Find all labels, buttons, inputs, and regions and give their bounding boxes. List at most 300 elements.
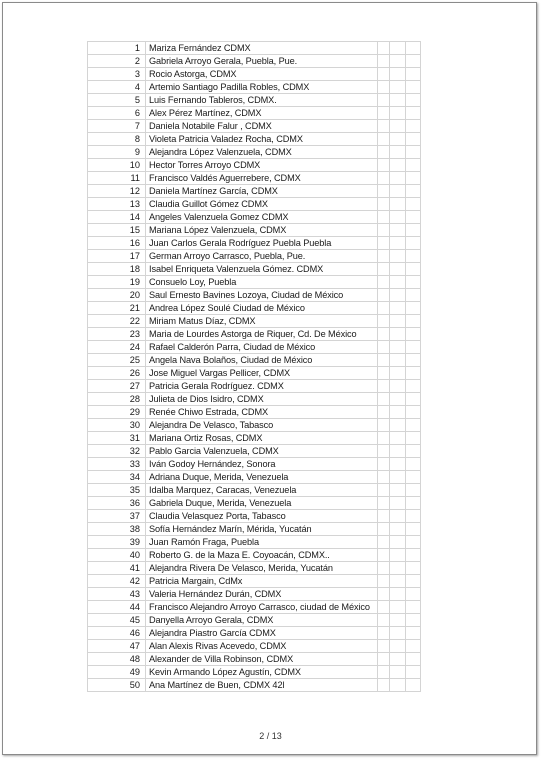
empty-cell: [378, 315, 390, 328]
table-row: [88, 445, 421, 458]
empty-cell: [378, 640, 390, 653]
empty-cell: [406, 549, 421, 562]
empty-cell: [390, 172, 406, 185]
row-number: 48: [88, 653, 146, 666]
empty-cell: [390, 536, 406, 549]
row-number: 15: [88, 224, 146, 237]
table-row: [88, 640, 421, 653]
empty-cell: [378, 549, 390, 562]
table-row: [88, 562, 421, 575]
empty-cell: [378, 107, 390, 120]
signer-name-location: Gabriela Arroyo Gerala, Puebla, Pue.: [146, 55, 378, 68]
table-row: [88, 367, 421, 380]
table-row: [88, 458, 421, 471]
empty-cell: [378, 588, 390, 601]
table-row: [88, 549, 421, 562]
empty-cell: [378, 458, 390, 471]
row-number: 20: [88, 289, 146, 302]
empty-cell: [378, 328, 390, 341]
empty-cell: [378, 211, 390, 224]
empty-cell: [406, 679, 421, 692]
empty-cell: [406, 419, 421, 432]
table-row: [88, 601, 421, 614]
empty-cell: [390, 575, 406, 588]
empty-cell: [406, 367, 421, 380]
signer-name-location: Daniela Martínez García, CDMX: [146, 185, 378, 198]
signer-name-location: Rafael Calderón Parra, Ciudad de México: [146, 341, 378, 354]
signer-name-location: Saul Ernesto Bavines Lozoya, Ciudad de México: [146, 289, 378, 302]
empty-cell: [378, 237, 390, 250]
signer-name-location: Danyella Arroyo Gerala, CDMX: [146, 614, 378, 627]
table-row: [88, 68, 421, 81]
table-row: [88, 185, 421, 198]
empty-cell: [390, 380, 406, 393]
empty-cell: [406, 627, 421, 640]
table-row: [88, 627, 421, 640]
signer-name-location: Mariana Ortiz Rosas, CDMX: [146, 432, 378, 445]
signer-name-location: German Arroyo Carrasco, Puebla, Pue.: [146, 250, 378, 263]
table-row: [88, 588, 421, 601]
signer-name-location: Alexander de Villa Robinson, CDMX: [146, 653, 378, 666]
table-row: [88, 341, 421, 354]
row-number: 46: [88, 627, 146, 640]
empty-cell: [406, 575, 421, 588]
table-row: [88, 120, 421, 133]
table-row: [88, 42, 421, 55]
table-row: [88, 94, 421, 107]
empty-cell: [378, 471, 390, 484]
table-row: [88, 653, 421, 666]
signer-name-location: Andrea López Soulé Ciudad de México: [146, 302, 378, 315]
empty-cell: [406, 471, 421, 484]
signature-list-table: [87, 41, 421, 692]
empty-cell: [378, 263, 390, 276]
row-number: 11: [88, 172, 146, 185]
empty-cell: [406, 289, 421, 302]
table-row: [88, 55, 421, 68]
signer-name-location: Daniela Notabile Falur , CDMX: [146, 120, 378, 133]
empty-cell: [406, 536, 421, 549]
table-row: [88, 471, 421, 484]
empty-cell: [406, 588, 421, 601]
empty-cell: [390, 55, 406, 68]
table-row: [88, 250, 421, 263]
empty-cell: [378, 601, 390, 614]
row-number: 4: [88, 81, 146, 94]
empty-cell: [390, 198, 406, 211]
signer-name-location: Claudia Velasquez Porta, Tabasco: [146, 510, 378, 523]
table-row: [88, 146, 421, 159]
empty-cell: [378, 55, 390, 68]
signer-name-location: Violeta Patricia Valadez Rocha, CDMX: [146, 133, 378, 146]
empty-cell: [390, 549, 406, 562]
empty-cell: [406, 211, 421, 224]
table-row: [88, 393, 421, 406]
table-row: [88, 419, 421, 432]
table-row: [88, 263, 421, 276]
empty-cell: [390, 471, 406, 484]
row-number: 16: [88, 237, 146, 250]
table-row: [88, 224, 421, 237]
table-row: [88, 523, 421, 536]
row-number: 45: [88, 614, 146, 627]
signer-name-location: Alejandra De Velasco, Tabasco: [146, 419, 378, 432]
empty-cell: [406, 380, 421, 393]
row-number: 8: [88, 133, 146, 146]
row-number: 41: [88, 562, 146, 575]
table-row: [88, 107, 421, 120]
empty-cell: [406, 510, 421, 523]
empty-cell: [378, 679, 390, 692]
row-number: 43: [88, 588, 146, 601]
empty-cell: [378, 653, 390, 666]
empty-cell: [406, 341, 421, 354]
table-row: [88, 484, 421, 497]
empty-cell: [378, 185, 390, 198]
empty-cell: [390, 289, 406, 302]
empty-cell: [406, 653, 421, 666]
signer-name-location: Juan Carlos Gerala Rodríguez Puebla Puebla: [146, 237, 378, 250]
empty-cell: [378, 432, 390, 445]
empty-cell: [406, 159, 421, 172]
empty-cell: [390, 354, 406, 367]
empty-cell: [406, 406, 421, 419]
signer-name-location: Alex Pérez Martínez, CDMX: [146, 107, 378, 120]
signer-name-location: Francisco Valdés Aguerrebere, CDMX: [146, 172, 378, 185]
empty-cell: [390, 406, 406, 419]
empty-cell: [378, 42, 390, 55]
row-number: 9: [88, 146, 146, 159]
table-row: [88, 328, 421, 341]
empty-cell: [406, 315, 421, 328]
empty-cell: [390, 458, 406, 471]
table-row: [88, 211, 421, 224]
row-number: 22: [88, 315, 146, 328]
empty-cell: [390, 94, 406, 107]
row-number: 39: [88, 536, 146, 549]
empty-cell: [406, 94, 421, 107]
empty-cell: [390, 146, 406, 159]
empty-cell: [406, 640, 421, 653]
empty-cell: [406, 445, 421, 458]
empty-cell: [390, 263, 406, 276]
row-number: 26: [88, 367, 146, 380]
empty-cell: [406, 42, 421, 55]
row-number: 21: [88, 302, 146, 315]
empty-cell: [406, 601, 421, 614]
empty-cell: [406, 354, 421, 367]
signer-name-location: Jose Miguel Vargas Pellicer, CDMX: [146, 367, 378, 380]
empty-cell: [390, 224, 406, 237]
row-number: 6: [88, 107, 146, 120]
empty-cell: [390, 237, 406, 250]
empty-cell: [390, 276, 406, 289]
table-row: [88, 81, 421, 94]
empty-cell: [378, 523, 390, 536]
signer-name-location: Angela Nava Bolaños, Ciudad de México: [146, 354, 378, 367]
empty-cell: [390, 588, 406, 601]
empty-cell: [406, 198, 421, 211]
empty-cell: [406, 68, 421, 81]
table-body: [88, 42, 421, 692]
row-number: 3: [88, 68, 146, 81]
row-number: 25: [88, 354, 146, 367]
signer-name-location: Ana Martínez de Buen, CDMX 42l: [146, 679, 378, 692]
empty-cell: [390, 679, 406, 692]
signer-name-location: Roberto G. de la Maza E. Coyoacán, CDMX..: [146, 549, 378, 562]
empty-cell: [406, 458, 421, 471]
table-row: [88, 679, 421, 692]
empty-cell: [406, 562, 421, 575]
signer-name-location: Consuelo Loy, Puebla: [146, 276, 378, 289]
empty-cell: [406, 666, 421, 679]
row-number: 32: [88, 445, 146, 458]
row-number: 5: [88, 94, 146, 107]
row-number: 13: [88, 198, 146, 211]
signer-name-location: Alan Alexis Rivas Acevedo, CDMX: [146, 640, 378, 653]
empty-cell: [378, 575, 390, 588]
signer-name-location: Miriam Matus Díaz, CDMX: [146, 315, 378, 328]
signer-name-location: Julieta de Dios Isidro, CDMX: [146, 393, 378, 406]
signer-name-location: Patricia Gerala Rodríguez. CDMX: [146, 380, 378, 393]
empty-cell: [378, 445, 390, 458]
table-row: [88, 315, 421, 328]
empty-cell: [390, 185, 406, 198]
signer-name-location: Luis Fernando Tableros, CDMX.: [146, 94, 378, 107]
empty-cell: [406, 484, 421, 497]
signer-name-location: Mariana López Valenzuela, CDMX: [146, 224, 378, 237]
table-row: [88, 198, 421, 211]
empty-cell: [390, 367, 406, 380]
signer-name-location: Francisco Alejandro Arroyo Carrasco, ciudad de México: [146, 601, 378, 614]
signer-name-location: Claudia Guillot Gómez CDMX: [146, 198, 378, 211]
signer-name-location: Mariza Fernández CDMX: [146, 42, 378, 55]
row-number: 14: [88, 211, 146, 224]
empty-cell: [406, 237, 421, 250]
empty-cell: [406, 497, 421, 510]
row-number: 36: [88, 497, 146, 510]
empty-cell: [390, 640, 406, 653]
table-row: [88, 614, 421, 627]
empty-cell: [378, 367, 390, 380]
signer-name-location: Renée Chiwo Estrada, CDMX: [146, 406, 378, 419]
row-number: 50: [88, 679, 146, 692]
empty-cell: [378, 172, 390, 185]
empty-cell: [406, 55, 421, 68]
empty-cell: [390, 81, 406, 94]
empty-cell: [378, 81, 390, 94]
signer-name-location: Kevin Armando López Agustín, CDMX: [146, 666, 378, 679]
empty-cell: [390, 523, 406, 536]
empty-cell: [390, 341, 406, 354]
empty-cell: [406, 263, 421, 276]
table-row: [88, 666, 421, 679]
empty-cell: [406, 172, 421, 185]
table-row: [88, 497, 421, 510]
table-row: [88, 172, 421, 185]
empty-cell: [406, 393, 421, 406]
row-number: 35: [88, 484, 146, 497]
signer-name-location: Artemio Santiago Padilla Robles, CDMX: [146, 81, 378, 94]
empty-cell: [378, 484, 390, 497]
empty-cell: [378, 289, 390, 302]
signer-name-location: Alejandra Piastro García CDMX: [146, 627, 378, 640]
row-number: 37: [88, 510, 146, 523]
signer-name-location: Angeles Valenzuela Gomez CDMX: [146, 211, 378, 224]
empty-cell: [390, 510, 406, 523]
signer-name-location: Alejandra Rivera De Velasco, Merida, Yucatán: [146, 562, 378, 575]
row-number: 44: [88, 601, 146, 614]
empty-cell: [378, 627, 390, 640]
empty-cell: [378, 302, 390, 315]
empty-cell: [390, 159, 406, 172]
table-row: [88, 380, 421, 393]
empty-cell: [378, 419, 390, 432]
row-number: 30: [88, 419, 146, 432]
empty-cell: [390, 42, 406, 55]
signer-name-location: Pablo Garcia Valenzuela, CDMX: [146, 445, 378, 458]
empty-cell: [378, 510, 390, 523]
empty-cell: [406, 614, 421, 627]
empty-cell: [390, 653, 406, 666]
row-number: 29: [88, 406, 146, 419]
signer-name-location: Alejandra López Valenzuela, CDMX: [146, 146, 378, 159]
empty-cell: [390, 393, 406, 406]
empty-cell: [378, 276, 390, 289]
empty-cell: [378, 250, 390, 263]
row-number: 17: [88, 250, 146, 263]
empty-cell: [406, 302, 421, 315]
row-number: 40: [88, 549, 146, 562]
signer-name-location: Hector Torres Arroyo CDMX: [146, 159, 378, 172]
empty-cell: [390, 419, 406, 432]
empty-cell: [378, 159, 390, 172]
empty-cell: [378, 536, 390, 549]
empty-cell: [406, 432, 421, 445]
empty-cell: [390, 614, 406, 627]
empty-cell: [390, 133, 406, 146]
signer-name-location: Maria de Lourdes Astorga de Riquer, Cd. De México: [146, 328, 378, 341]
signer-name-location: Isabel Enriqueta Valenzuela Gómez. CDMX: [146, 263, 378, 276]
empty-cell: [390, 107, 406, 120]
row-number: 42: [88, 575, 146, 588]
empty-cell: [390, 627, 406, 640]
row-number: 31: [88, 432, 146, 445]
row-number: 2: [88, 55, 146, 68]
empty-cell: [378, 497, 390, 510]
empty-cell: [378, 94, 390, 107]
page-indicator: 2 / 13: [259, 731, 282, 741]
empty-cell: [406, 133, 421, 146]
empty-cell: [390, 211, 406, 224]
empty-cell: [406, 523, 421, 536]
empty-cell: [390, 601, 406, 614]
empty-cell: [378, 380, 390, 393]
empty-cell: [390, 432, 406, 445]
empty-cell: [378, 120, 390, 133]
empty-cell: [378, 224, 390, 237]
empty-cell: [406, 81, 421, 94]
empty-cell: [378, 146, 390, 159]
table-row: [88, 510, 421, 523]
row-number: 19: [88, 276, 146, 289]
row-number: 27: [88, 380, 146, 393]
empty-cell: [390, 562, 406, 575]
table-row: [88, 237, 421, 250]
row-number: 23: [88, 328, 146, 341]
empty-cell: [378, 562, 390, 575]
signer-name-location: Valeria Hernández Durán, CDMX: [146, 588, 378, 601]
signer-name-location: Gabriela Duque, Merida, Venezuela: [146, 497, 378, 510]
empty-cell: [406, 328, 421, 341]
empty-cell: [378, 666, 390, 679]
row-number: 10: [88, 159, 146, 172]
table-row: [88, 289, 421, 302]
signer-name-location: Patricia Margain, CdMx: [146, 575, 378, 588]
empty-cell: [390, 445, 406, 458]
empty-cell: [406, 185, 421, 198]
empty-cell: [390, 302, 406, 315]
empty-cell: [406, 120, 421, 133]
empty-cell: [406, 224, 421, 237]
row-number: 24: [88, 341, 146, 354]
table-row: [88, 432, 421, 445]
empty-cell: [378, 406, 390, 419]
empty-cell: [390, 484, 406, 497]
empty-cell: [390, 120, 406, 133]
row-number: 12: [88, 185, 146, 198]
row-number: 49: [88, 666, 146, 679]
table-row: [88, 133, 421, 146]
signer-name-location: Iván Godoy Hernández, Sonora: [146, 458, 378, 471]
empty-cell: [378, 354, 390, 367]
table-row: [88, 575, 421, 588]
empty-cell: [390, 315, 406, 328]
empty-cell: [406, 107, 421, 120]
signer-name-location: Sofía Hernández Marín, Mérida, Yucatán: [146, 523, 378, 536]
row-number: 18: [88, 263, 146, 276]
signer-name-location: Rocio Astorga, CDMX: [146, 68, 378, 81]
table-row: [88, 354, 421, 367]
empty-cell: [390, 328, 406, 341]
table-row: [88, 536, 421, 549]
signer-name-location: Juan Ramón Fraga, Puebla: [146, 536, 378, 549]
empty-cell: [390, 666, 406, 679]
table-row: [88, 276, 421, 289]
row-number: 28: [88, 393, 146, 406]
signer-name-location: Adriana Duque, Merida, Venezuela: [146, 471, 378, 484]
table-row: [88, 406, 421, 419]
empty-cell: [390, 250, 406, 263]
empty-cell: [406, 276, 421, 289]
row-number: 38: [88, 523, 146, 536]
empty-cell: [378, 68, 390, 81]
row-number: 1: [88, 42, 146, 55]
empty-cell: [378, 133, 390, 146]
table-row: [88, 302, 421, 315]
empty-cell: [390, 68, 406, 81]
table-row: [88, 159, 421, 172]
signer-name-location: Idalba Marquez, Caracas, Venezuela: [146, 484, 378, 497]
empty-cell: [378, 198, 390, 211]
row-number: 7: [88, 120, 146, 133]
empty-cell: [406, 250, 421, 263]
row-number: 34: [88, 471, 146, 484]
empty-cell: [378, 614, 390, 627]
row-number: 47: [88, 640, 146, 653]
empty-cell: [390, 497, 406, 510]
empty-cell: [378, 341, 390, 354]
